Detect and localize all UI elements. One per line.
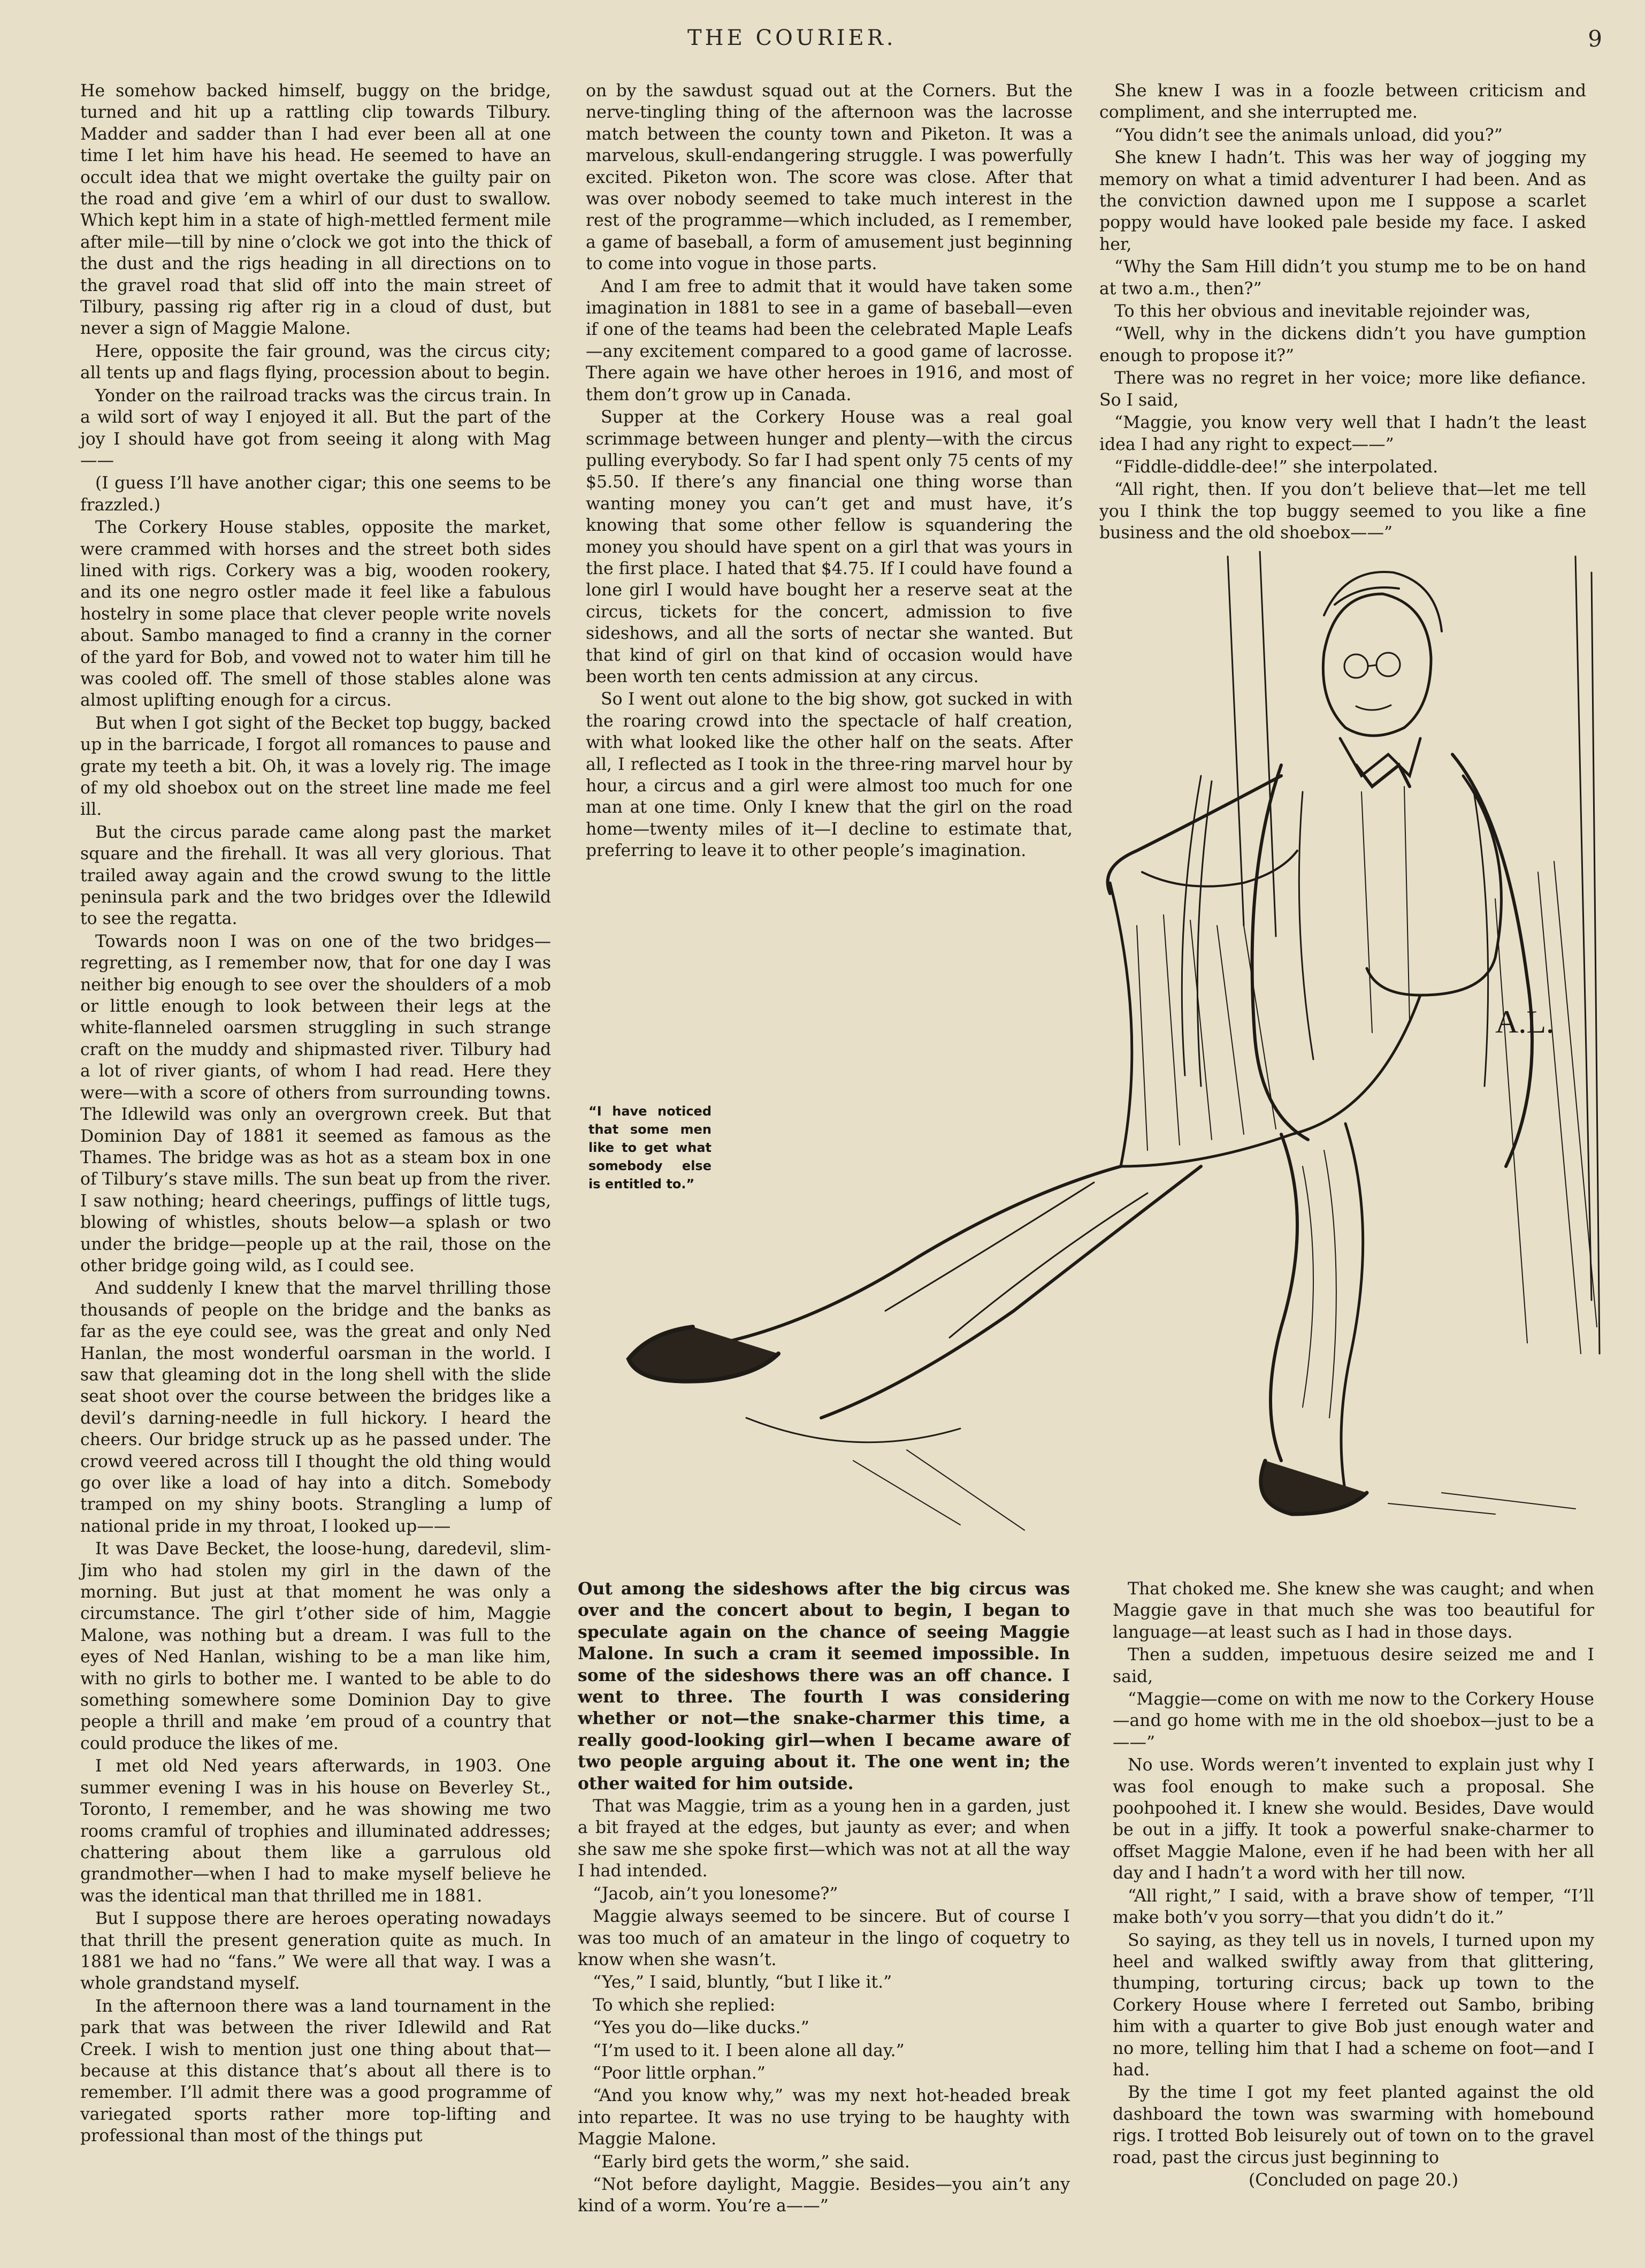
paragraph: Supper at the Corkery House was a real goal scrimmage between hunger and plenty—with the circus pulling everybody. So far I had spent only 75 cents of my $5.50. If there’s any financial one thing worse than wanting money you can’t get and must have, it’s knowing that some other fellow is squandering the money you should have spent on a girl that was yours in the first place. I hated that $4.75. If I could have found a lone girl I would have bought her a reserve seat at the circus, tickets for the concert, admission to five sideshows, and all the sorts of nectar she wanted. But that kind of girl on that kind of occasion would have been worth ten cents admission at any circus. [586, 408, 1073, 686]
paragraph: No use. Words weren’t invented to explain just why I was fool enough to make such a proposal. She poohpoohed it. I knew she would. Besides, Dave would be out in a jiffy. It took a powerful snake-charmer to offset Maggie Malone, even if he had been with her all day and I hadn’t a word with her till now. [1113, 1755, 1594, 1883]
paragraph: And I am free to admit that it would have taken some imagination in 1881 to see in a game of baseball—even if one of the teams had been the celebrated Maple Leafs—any excitement compared to a good game of lacrosse. There again we have other heroes in 1916, and most of them don’t grow up in Canada. [586, 277, 1073, 404]
paragraph: “Maggie, you know very well that I hadn’t the least idea I had any right to expect——” [1099, 413, 1586, 454]
page-number: 9 [1588, 26, 1602, 52]
paragraph: But I suppose there are heroes operating nowadays that thrill the present generation quite as much. In 1881 we had no “fans.” We were all that way. I was a whole grandstand myself. [80, 1909, 551, 1994]
paragraph: Towards noon I was on one of the two bridges—regretting, as I remember now, that for one day I was neither big enough to see over the shoulders of a mob or little enough to look between their legs at the white-flanneled oarsmen struggling in such strange craft on the muddy and shipmasted river. Tilbury had a lot of river giants, of whom I had read. Here they were—with a score of others from surrounding towns. The Idlewild was only an overgrown creek. But that Dominion Day of 1881 it seemed as famous as the Thames. The bridge was as hot as a steam box in one of Tilbury’s stave mills. The sun beat up from the river. I saw nothing; heard cheerings, puffings of little tugs, blowing of whistles, shouts below—a splash or two under the bridge—people up at the rail, those on the other bridge going wild, as I could see. [80, 931, 551, 1276]
paragraph: It was Dave Becket, the loose-hung, daredevil, slim-Jim who had stolen my girl in the dawn of the morning. But just at that moment he was only a circumstance. The girl t’other side of him, Maggie Malone, was nothing but a dream. I was full to the eyes of Ned Hanlan, wishing to be a man like him, with no girls to bother me. I wanted to be able to do something somewhere some Dominion Day to give people a thrill and make ’em proud of a country that could produce the likes of me. [80, 1539, 551, 1753]
paragraph: Here, opposite the fair ground, was the circus city; all tents up and flags flying, procession about to begin. [80, 341, 551, 383]
paragraph: Then a sudden, impetuous desire seized me and I said, [1113, 1645, 1594, 1686]
paragraph: There was no regret in her voice; more like defiance. So I said, [1099, 369, 1586, 410]
paragraph: “Fiddle-diddle-dee!” she interpolated. [1114, 457, 1439, 477]
paragraph: The Corkery House stables, opposite the market, were crammed with horses and the street both sides lined with rigs. Corkery was a big, wooden rookery, and its one negro ostler made it feel like a fabulous hostelry in some place that clever people write novels about. Sambo managed to find a cranny in the corner of the yard for Bob, and vowed not to water him till he was cooled off. The smell of those stables alone was almost uplifting enough for a circus. [80, 518, 551, 711]
paragraph: By the time I got my feet planted against the old dashboard the town was swarming with homebound rigs. I trotted Bob leisurely out of town on to the gravel road, past the circus just beginning to [1113, 2083, 1594, 2167]
paragraph: “Poor little orphan.” [593, 2063, 766, 2083]
paragraph: Maggie always seemed to be sincere. But of course I was too much of an amateur in the lingo of coquetry to know when she wasn’t. [578, 1907, 1070, 1969]
paragraph: “Maggie—come on with me now to the Corkery House—and go home with me in the old shoebox—just to be a ——” [1113, 1690, 1594, 1752]
running-head: THE COURIER. [687, 26, 897, 50]
paragraph: So I went out alone to the big show, got sucked in with the roaring crowd into the spectacle of half creation, with what looked like the other half on the seats. After all, I reflected as I took in the three-ring marvel hour by hour, a circus and a girl were almost too much for one man at one time. Only I knew that the girl on the road home—twenty miles of it—I decline to estimate that, preferring to leave it to other people’s imagination. [586, 690, 1073, 861]
paragraph: “Yes you do—like ducks.” [593, 2018, 809, 2038]
continuation-note: (Concluded on page 20.) [1248, 2170, 1459, 2190]
paragraph: Out among the sideshows after the big circus was over and the concert about to begin, I began to speculate again on the chance of seeing Maggie Malone. In such a cram it seemed impossible. In some of the sideshows there was an off chance. I went to three. The fourth I was considering whether or not—the snake-charmer this time, a really good-looking girl—when I became aware of two people arguing about it. The one went in; the other waited for him outside. [578, 1579, 1070, 1793]
paragraph: That was Maggie, trim as a young hen in a garden, just a bit frayed at the edges, but jaunty as ever; and when she saw me she spoke first—which was not at all the way I had intended. [578, 1797, 1070, 1881]
paragraph: So saying, as they tell us in novels, I turned upon my heel and walked swiftly away from that glittering, thumping, torturing circus; back up town to the Corkery House where I ferreted out Sambo, bribing him with a quarter to give Bob just enough water and no more, telling him that I had a scheme on foot—and I had. [1113, 1930, 1594, 2080]
paragraph: I met old Ned years afterwards, in 1903. One summer evening I was in his house on Beverley St., Toronto, I remember, and he was showing me two rooms cramful of trophies and illuminated addresses; chattering about them like a garrulous old grandmother—when I had to make myself believe he was the identical man that thrilled me in 1881. [80, 1757, 551, 1906]
paragraph: To this her obvious and inevitable rejoinder was, [1114, 302, 1531, 322]
paragraph: That choked me. She knew she was caught; and when Maggie gave in that much she was too beautiful for language—at least such as I had in those days. [1113, 1579, 1594, 1642]
illustration-seated-old-man [586, 551, 1602, 1546]
paragraph: But the circus parade came along past the market square and the firehall. It was all very glorious. That trailed away again and the crowd swung to the little peninsula park and the two bridges over the Idlewild to see the regatta. [80, 822, 551, 929]
paragraph: “You didn’t see the animals unload, did you?” [1114, 125, 1503, 145]
sketch-drawing [586, 551, 1602, 1546]
text-column-left [80, 80, 551, 2167]
paragraph: “All right, then. If you don’t believe that—let me tell you I think the top buggy seemed to you like a fine business and the old shoebox——” [1099, 480, 1586, 543]
paragraph: “All right,” I said, with a brave show of temper, “I’ll make both’v you sorry—that you didn’t do it.” [1113, 1886, 1594, 1928]
paragraph: He somehow backed himself, buggy on the bridge, turned and hit up a rattling clip towards Tilbury. Madder and sadder than I had ever been all at one time I let him have his head. He seemed to have an occult idea that we might overtake the guilty pair on the road and give ’em a whirl of our dust to swallow. Which kept him in a state of high-mettled ferment mile after mile—till by nine o’clock we got into the thick of the dust and the rigs heading in all directions on to the gravel road that slid off into the main street of Tilbury, passing rig after rig in a cloud of dust, but never a sign of Maggie Malone. [80, 81, 551, 339]
paragraph: And suddenly I knew that the marvel thrilling those thousands of people on the bridge and the banks as far as the eye could see, was the great and only Ned Hanlan, the most wonderful oarsman in the world. I saw that gleaming dot in the long shell with the slide seat shoot over the course between the bridges like a devil’s darning-needle in full hickory. I heard the cheers. Our bridge struck up as he passed under. The crowd veered across till I thought the old thing would go over like a load of hay into a ditch. Somebody tramped on my shiny boots. Strangling a lump of national pride in my throat, I looked up—— [80, 1279, 551, 1536]
paragraph: In the afternoon there was a land tournament in the park that was between the river Idlewild and Rat Creek. I wish to mention just one thing about that—because at this distance that’s about all there is to remember. I’ll admit there was a good programme of variegated sports rather more top-lifting and professional than most of the things put [80, 1996, 551, 2146]
paragraph: She knew I hadn’t. This was her way of jogging my memory on what a timid adventurer I had been. And as the conviction dawned upon me I suppose a scarlet poppy would have looked pale beside my face. I asked her, [1099, 148, 1586, 254]
paragraph: “Jacob, ain’t you lonesome?” [593, 1884, 838, 1904]
paragraph: “Well, why in the dickens didn’t you have gumption enough to propose it?” [1099, 324, 1586, 365]
illustration-caption: “I have noticed that some men like to get what somebody else is entitled to.” [588, 1104, 711, 1192]
paragraph: “Yes,” I said, bluntly, “but I like it.” [593, 1973, 892, 1992]
paragraph: Yonder on the railroad tracks was the circus train. In a wild sort of way I enjoyed it all. But the part of the joy I should have got from seeing it along with Mag—— [80, 386, 551, 470]
page-header [0, 26, 1645, 74]
paragraph: “Why the Sam Hill didn’t you stump me to be on hand at two a.m., then?” [1099, 257, 1586, 299]
paragraph: She knew I was in a foozle between criticism and compliment, and she interrupted me. [1099, 81, 1586, 123]
artist-initials: A.L. [1495, 1004, 1554, 1040]
paragraph: “Early bird gets the worm,” she said. [593, 2152, 910, 2172]
text-column-middle-lower [578, 1578, 1070, 2220]
paragraph: (I guess I’ll have another cigar; this one seems to be frazzled.) [80, 474, 551, 515]
paragraph: “And you know why,” was my next hot-headed break into repartee. It was no use trying to be haughty with Maggie Malone. [578, 2086, 1070, 2149]
paragraph: “Not before daylight, Maggie. Besides—you ain’t any kind of a worm. You’re a——” [578, 2174, 1070, 2216]
paragraph: But when I got sight of the Becket top buggy, backed up in the barricade, I forgot all romances to pause and grate my teeth a bit. Oh, it was a lovely rig. The image of my old shoebox out on the street line made me feel ill. [80, 713, 551, 820]
paragraph: “I’m used to it. I been alone all day.” [593, 2041, 905, 2060]
text-column-right [1099, 80, 1586, 562]
paragraph: on by the sawdust squad out at the Corners. But the nerve-tingling thing of the afternoon was the lacrosse match between the county town and Piketon. It was a marvelous, skull-endangering struggle. I was powerfully excited. Piketon won. The score was close. After that was over nobody seemed to take much interest in the rest of the programme—which included, as I remember, a game of baseball, a form of amusement just beginning to come into vogue in those parts. [586, 81, 1073, 274]
paragraph: To which she replied: [593, 1995, 776, 2015]
text-column-right-lower [1113, 1578, 1594, 2220]
